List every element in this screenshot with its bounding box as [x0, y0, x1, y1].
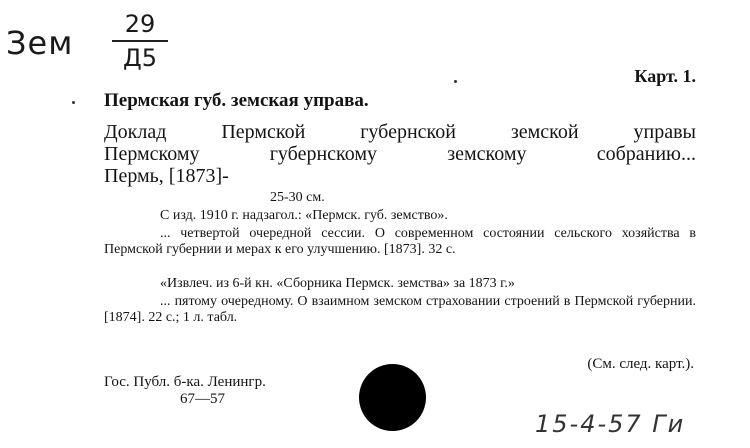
title-word: управы	[633, 121, 696, 143]
shelfmark-prefix: Зем	[6, 24, 74, 62]
title-word: Пермской	[221, 121, 306, 143]
card-number: Карт. 1.	[634, 66, 696, 86]
library-name: Гос. Публ. б-ка. Ленингр.	[104, 374, 266, 390]
stray-dot	[454, 80, 457, 83]
handwritten-date-note: 15-4-57 Ги	[535, 410, 686, 438]
shelfmark-numerator: 29	[124, 10, 156, 38]
imprint: Пермь, [1873]-	[104, 165, 229, 187]
note-session-5: ... пятому очередному. О взаимном земском страховании строений в Пермской губернии. [1874]. 22 с.; 1 л. табл.	[104, 294, 696, 325]
title-block	[104, 121, 696, 187]
title-line	[104, 121, 696, 143]
note-session-4: ... четвертой очередной сессии. О современном состоянии сельского хозяйства в Пермской губернии и мерах к его улучшению. [1873]. 32 с.	[104, 226, 696, 257]
physical-size: 25-30 см.	[270, 190, 325, 205]
stray-dot	[72, 101, 75, 104]
title-word: Доклад	[104, 121, 167, 143]
title-word: земскому	[447, 143, 527, 165]
library-code: 67—57	[180, 391, 225, 407]
shelfmark-fraction	[112, 10, 168, 72]
corporate-author-heading: Пермская губ. земская управа.	[104, 90, 369, 111]
shelfmark-denominator: Д5	[122, 44, 158, 72]
holding-library	[104, 374, 266, 408]
note-continuation: С изд. 1910 г. надзагол.: «Пермск. губ. земство».	[160, 208, 448, 223]
title-word: Пермскому	[104, 143, 200, 165]
title-line	[104, 165, 696, 187]
punch-hole	[359, 364, 426, 431]
see-next-card: (См. след. карт.).	[587, 356, 694, 372]
note-extract: «Извлеч. из 6-й кн. «Сборника Пермск. земства» за 1873 г.»	[160, 276, 515, 291]
title-word: земской	[510, 121, 579, 143]
title-word: собранию...	[596, 143, 696, 165]
title-line	[104, 143, 696, 165]
title-word: губернской	[360, 121, 456, 143]
title-word: губернскому	[269, 143, 378, 165]
fraction-bar	[112, 40, 168, 42]
